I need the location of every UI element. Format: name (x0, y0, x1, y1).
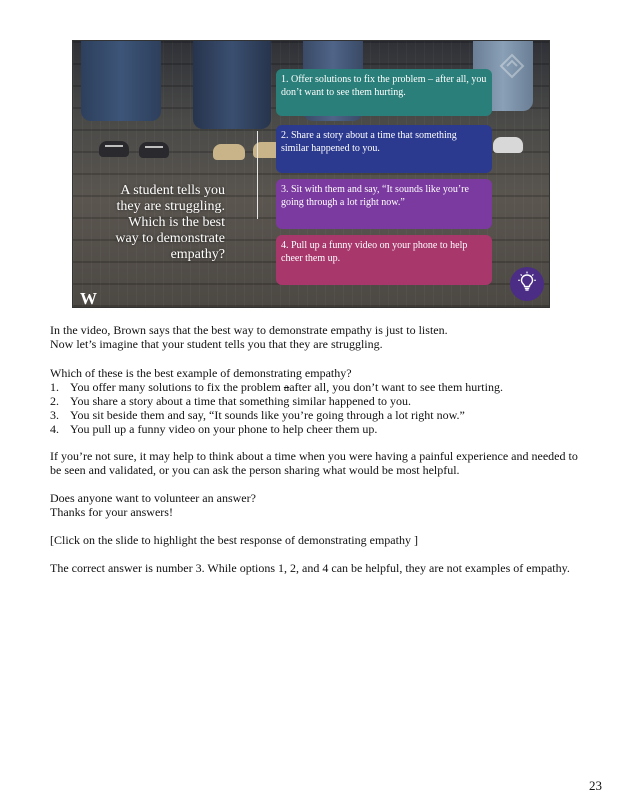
intro-paragraph (50, 323, 585, 351)
lightbulb-icon (516, 271, 538, 298)
conclusion-paragraph: The correct answer is number 3. While options 1, 2, and 4 can be helpful, they are not examples of empathy. (50, 561, 570, 575)
question-line: A student tells you (120, 183, 225, 198)
list-text: You pull up a funny video on your phone to help cheer them up. (70, 422, 378, 436)
list-number: 4. (50, 422, 59, 436)
question-line: way to demonstrate (115, 231, 225, 246)
list-item (50, 380, 585, 394)
tip-paragraph (50, 449, 585, 477)
intro-line: In the video, Brown says that the best way to demonstrate empathy is just to listen. (50, 323, 448, 337)
tip-line: be seen and validated, or you can ask the person sharing what would be most helpful. (50, 463, 460, 477)
answer-list (50, 380, 585, 436)
question-text: Which of these is the best example of demonstrating empathy? (50, 366, 352, 380)
list-number: 1. (50, 380, 59, 394)
list-text: You sit beside them and say, “It sounds like you’re going through a lot right now.” (70, 408, 465, 422)
list-text (70, 380, 503, 394)
list-item (50, 394, 585, 408)
slide-option-3[interactable]: 3. Sit with them and say, “It sounds like you’re going through a lot right now.” (276, 179, 492, 229)
sneaker-lace-decoration (105, 145, 123, 147)
slide-question (99, 183, 225, 263)
list-item (50, 408, 585, 422)
sneaker-decoration (139, 142, 169, 158)
answer-text: You offer many solutions to fix the problem (70, 380, 284, 394)
question-line: they are struggling. (116, 199, 225, 214)
jeans-decoration (193, 41, 271, 129)
slide-option-1[interactable]: 1. Offer solutions to fix the problem – after all, you don’t want to see them hurting. (276, 69, 492, 116)
tip-line: If you’re not sure, it may help to think about a time when you were having a painful experience and needed to (50, 449, 578, 463)
volunteer-paragraph (50, 491, 585, 519)
list-text: You share a story about a time that something similar happened to you. (70, 394, 412, 408)
sneaker-decoration (99, 141, 129, 157)
volunteer-line: Does anyone want to volunteer an answer? (50, 491, 256, 505)
page-number: 23 (589, 778, 602, 793)
sneaker-decoration (493, 137, 523, 153)
university-logo: W (80, 289, 96, 308)
sneaker-decoration (213, 144, 245, 160)
intro-line: Now let’s imagine that your student tells you that they are struggling. (50, 337, 383, 351)
thanks-line: Thanks for your answers! (50, 505, 173, 519)
slide-instruction: [Click on the slide to highlight the best response of demonstrating empathy ] (50, 533, 418, 547)
list-number: 2. (50, 394, 59, 408)
jeans-decoration (81, 41, 161, 121)
question-line: Which is the best (128, 215, 225, 230)
watermark-logo-icon (499, 53, 525, 84)
list-number: 3. (50, 408, 59, 422)
sneaker-lace-decoration (145, 146, 163, 148)
list-item (50, 422, 585, 436)
strikethrough-text: a (283, 380, 290, 394)
slide-option-4[interactable]: 4. Pull up a funny video on your phone to help cheer them up. (276, 235, 492, 285)
slide-divider (257, 131, 258, 219)
question-line: empathy? (170, 247, 225, 262)
slide-option-2[interactable]: 2. Share a story about a time that something similar happened to you. (276, 125, 492, 173)
lightbulb-button[interactable] (510, 267, 544, 301)
slide-image[interactable] (72, 40, 550, 308)
answer-text: after all, you don’t want to see them hurting. (289, 380, 503, 394)
